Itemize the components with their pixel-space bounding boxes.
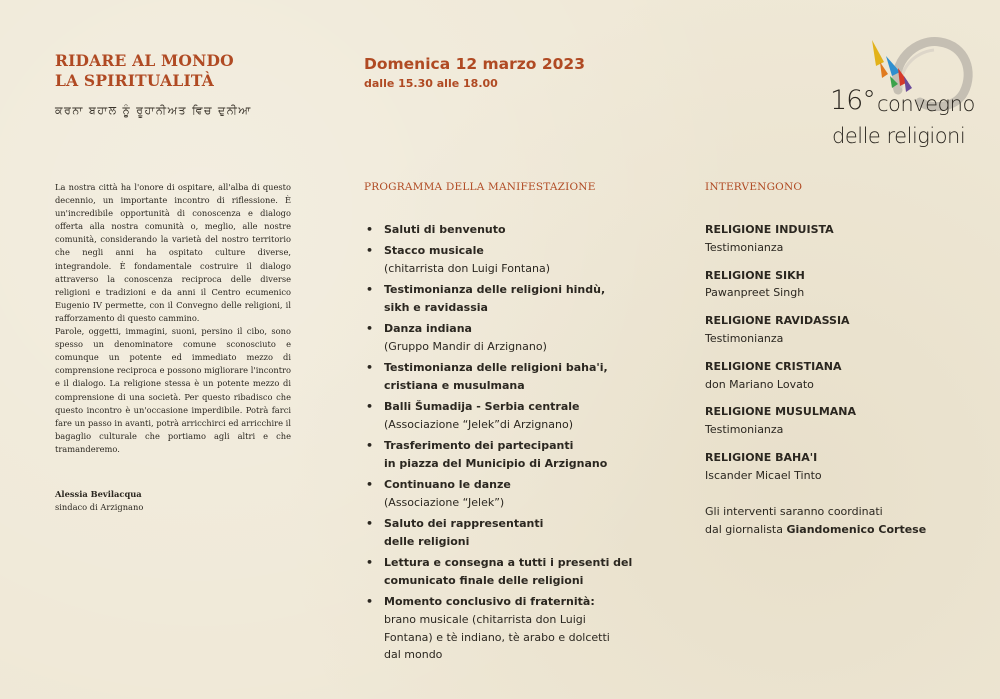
program-item-detail: (Associazione “Jelek”di Arzignano) [384, 417, 574, 431]
coordinator-note [705, 503, 926, 539]
program-item-title: • Lettura e consegna a tutti i presenti del comunicato finale delle religioni [384, 556, 633, 587]
program-item-title: • Saluto dei rappresentanti delle religioni [384, 517, 544, 548]
program-heading: PROGRAMMA DELLA MANIFESTAZIONE [364, 181, 596, 193]
signer-name: Alessia Bevilacqua [55, 489, 142, 499]
program-item-title: • Continuano le danze [384, 478, 511, 492]
speaker-religion: RELIGIONE CRISTIANA [705, 359, 842, 373]
speaker-religion: RELIGIONE INDUISTA [705, 223, 834, 236]
journalist-name: Giandomenico Cortese [786, 523, 927, 536]
speaker-religion: RELIGIONE MUSULMANA [705, 405, 857, 419]
intro-paragraph-1: La nostra città ha l'onore di ospitare, all'alba di questo decennio, un importante incontro di riflessione. È un'incredibile opportunità di conoscenza e dialogo offerta alla nostra comunità o, meglio, alle nostre comunità, considerando la varietà del nostro territorio che negli anni ha ospitato culture diverse, integrandole. È fondamentale costruire il dialogo attraverso la conoscenza reciproca delle diverse religioni e tradizioni e da anni il Centro ecumenico Eugenio IV permette, con il Convegno delle religioni, il rafforzamento di questo cammino. [55, 182, 291, 323]
speaker-block [705, 403, 965, 439]
program-item [364, 437, 634, 473]
speaker-religion: RELIGIONE BAHA'I [705, 450, 818, 464]
intro-paragraph-2: Parole, oggetti, immagini, suoni, persino il cibo, sono spesso un denominatore comune sconosciuto e comunque un potente ed immediato mezzo di comprensione reciproca e possono migliorare l'incontro e il dialogo. La religione stessa è un potente mezzo di comprensione di una società. Per questo ribadisco che questo incontro è un'occasione imperdibile. Potrà farci fare un passo in avanti, potrà arricchirci ed arricchire il bagaglio culturale che portiamo agli altri e che tramanderemo. [55, 326, 291, 454]
event-date: Domenica 12 marzo 2023 [364, 55, 585, 73]
program-list [364, 221, 634, 668]
note-line-2-prefix: dal giornalista [705, 523, 787, 536]
event-time: dalle 15.30 alle 18.00 [364, 77, 498, 90]
program-item-title: • Testimonianza delle religioni hindù, sikh e ravidassia [384, 283, 606, 314]
speaker-person: Iscander Micael Tinto [705, 468, 822, 482]
signer-role: sindaco di Arzignano [55, 502, 144, 512]
speakers-list [705, 221, 965, 495]
program-item [364, 359, 634, 395]
program-item-detail: brano musicale (chitarrista don Luigi Fontana) e tè indiano, tè arabo e dolcetti dal mondo [384, 612, 610, 662]
program-item-detail: (Gruppo Mandir di Arzignano) [384, 339, 547, 353]
speaker-religion: RELIGIONE RAVIDASSIA [705, 314, 850, 328]
program-item [364, 593, 634, 664]
speaker-person: Testimonianza [705, 240, 784, 254]
program-item-detail: (Associazione “Jelek”) [384, 495, 505, 509]
program-item-title: • Danza indiana [384, 322, 472, 336]
title-line-1: RIDARE AL MONDO [55, 51, 234, 70]
speaker-person: Testimonianza [705, 331, 784, 345]
program-item [364, 398, 634, 434]
program-item-detail: (chitarrista don Luigi Fontana) [384, 261, 550, 275]
speaker-person: Testimonianza [705, 423, 784, 437]
intro-text [55, 181, 291, 456]
punjabi-subtitle: ਕਰਨਾ ਬਹਾਲ ਨੂੰ ਰੂਹਾਨੀਅਤ ਵਿਚ ਦੁਨੀਆ [55, 104, 252, 117]
speaker-block [705, 267, 965, 303]
program-item-title: • Momento conclusivo di fraternità: [384, 595, 595, 609]
speaker-block [705, 312, 965, 348]
logo-line-1: convegno [877, 92, 975, 116]
program-item-title: • Balli Šumadija - Serbia centrale [384, 400, 580, 414]
program-item [364, 554, 634, 590]
note-line-1: Gli interventi saranno coordinati [705, 505, 883, 518]
program-item [364, 515, 634, 551]
speaker-block [705, 358, 965, 394]
program-item-title: • Stacco musicale [384, 244, 484, 258]
speakers-heading: INTERVENGONO [705, 181, 803, 193]
program-item-title: • Testimonianza delle religioni baha'i, cristiana e musulmana [384, 361, 608, 392]
speaker-block [705, 221, 965, 257]
speaker-person: Pawanpreet Singh [705, 286, 805, 300]
program-item [364, 221, 634, 239]
program-item [364, 476, 634, 512]
speaker-block [705, 449, 965, 485]
speaker-person: don Mariano Lovato [705, 377, 814, 391]
logo-number: 16° [830, 85, 875, 116]
program-item [364, 281, 634, 317]
program-item-title: • Saluti di benvenuto [384, 223, 506, 236]
program-item [364, 242, 634, 278]
program-item-title: • Trasferimento dei partecipanti in piazza del Municipio di Arzignano [384, 439, 608, 470]
event-title [55, 51, 234, 91]
logo-line-2: delle religioni [832, 124, 966, 148]
title-line-2: LA SPIRITUALITÀ [55, 71, 215, 90]
program-item [364, 320, 634, 356]
signature-block [55, 488, 143, 514]
speaker-religion: RELIGIONE SIKH [705, 268, 805, 282]
